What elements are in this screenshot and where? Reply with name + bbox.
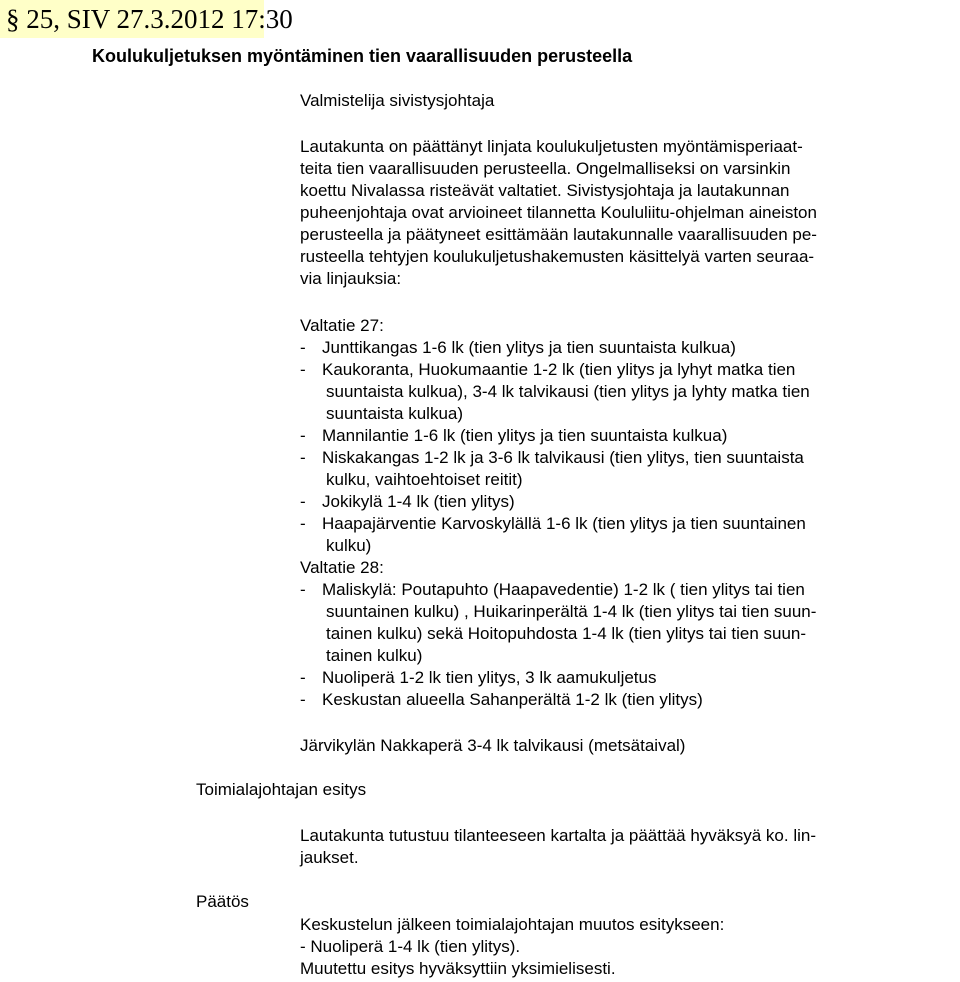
list-item: Niskakangas 1-2 lk ja 3-6 lk talvikausi (tien ylitys, tien suuntaista <box>322 448 804 467</box>
decision-text-line: - Nuoliperä 1-4 lk (tien ylitys). <box>300 937 521 956</box>
list-bullet: - <box>300 580 306 599</box>
list-bullet: - <box>300 426 306 445</box>
proposal-label: Toimialajohtajan esitys <box>196 780 367 799</box>
intro-paragraph-line: Lautakunta on päättänyt linjata koulukuljetusten myöntämisperiaat- <box>300 137 803 156</box>
list-bullet: - <box>300 360 306 379</box>
page-title: Koulukuljetuksen myöntäminen tien vaarallisuuden perusteella <box>92 46 633 66</box>
list-item: Keskustan alueella Sahanperältä 1-2 lk (tien ylitys) <box>322 690 703 709</box>
list-item: Haapajärventie Karvoskylällä 1-6 lk (tien ylitys ja tien suuntainen <box>322 514 806 533</box>
intro-paragraph-line: teita tien vaarallisuuden perusteella. Ongelmalliseksi on varsinkin <box>300 159 791 178</box>
list-bullet: - <box>300 448 306 467</box>
list-item: Junttikangas 1-6 lk (tien ylitys ja tien suuntaista kulkua) <box>322 338 736 357</box>
list-item-continuation: tainen kulku) <box>326 646 423 665</box>
list-bullet: - <box>300 690 306 709</box>
intro-paragraph-line: via linjauksia: <box>300 269 402 288</box>
intro-paragraph-line: perusteella ja päätyneet esittämään lautakunnalle vaarallisuuden pe- <box>300 225 817 244</box>
list-bullet: - <box>300 492 306 511</box>
section-header: § 25, SIV 27.3.2012 17:30 <box>6 4 293 34</box>
list-item-continuation: suuntaista kulkua) <box>326 404 464 423</box>
decision-text-line: Muutettu esitys hyväksyttiin yksimielisesti. <box>300 959 616 978</box>
intro-paragraph-line: koettu Nivalassa risteävät valtatiet. Sivistysjohtaja ja lautakunnan <box>300 181 790 200</box>
intro-paragraph-line: puheenjohtaja ovat arvioineet tilannetta Koululiitu-ohjelman aineiston <box>300 203 817 222</box>
list-item-continuation: kulku, vaihtoehtoiset reitit) <box>326 470 523 489</box>
list-item-continuation: suuntaista kulkua), 3-4 lk talvikausi (tien ylitys ja lyhty matka tien <box>326 382 810 401</box>
proposal-text-line: jaukset. <box>300 848 359 867</box>
list-item: Mannilantie 1-6 lk (tien ylitys ja tien suuntaista kulkua) <box>322 426 728 445</box>
list-bullet: - <box>300 514 306 533</box>
intro-paragraph-line: rusteella tehtyjen koulukuljetushakemusten käsittelyä varten seuraa- <box>300 247 815 266</box>
list-item-continuation: suuntainen kulku) , Huikarinperältä 1-4 lk (tien ylitys tai tien suun- <box>326 602 817 621</box>
list-item: Jokikylä 1-4 lk (tien ylitys) <box>322 492 515 511</box>
jarvikyla-line: Järvikylän Nakkaperä 3-4 lk talvikausi (metsätaival) <box>300 736 686 755</box>
decision-text-line: Keskustelun jälkeen toimialajohtajan muutos esitykseen: <box>300 915 725 934</box>
list-bullet: - <box>300 668 306 687</box>
list-item-continuation: kulku) <box>326 536 372 555</box>
valtatie-27-heading: Valtatie 27: <box>300 316 384 335</box>
valtatie-28-heading: Valtatie 28: <box>300 558 384 577</box>
list-item: Maliskylä: Poutapuhto (Haapavedentie) 1-2 lk ( tien ylitys tai tien <box>322 580 805 599</box>
preparer-line: Valmistelija sivistysjohtaja <box>300 91 495 110</box>
list-item-continuation: tainen kulku) sekä Hoitopuhdosta 1-4 lk (tien ylitys tai tien suun- <box>326 624 807 643</box>
list-item: Kaukoranta, Huokumaantie 1-2 lk (tien ylitys ja lyhyt matka tien <box>322 360 796 379</box>
proposal-text-line: Lautakunta tutustuu tilanteeseen kartalta ja päättää hyväksyä ko. lin- <box>300 826 816 845</box>
list-bullet: - <box>300 338 306 357</box>
list-item: Nuoliperä 1-2 lk tien ylitys, 3 lk aamukuljetus <box>322 668 657 687</box>
decision-label: Päätös <box>196 892 249 911</box>
